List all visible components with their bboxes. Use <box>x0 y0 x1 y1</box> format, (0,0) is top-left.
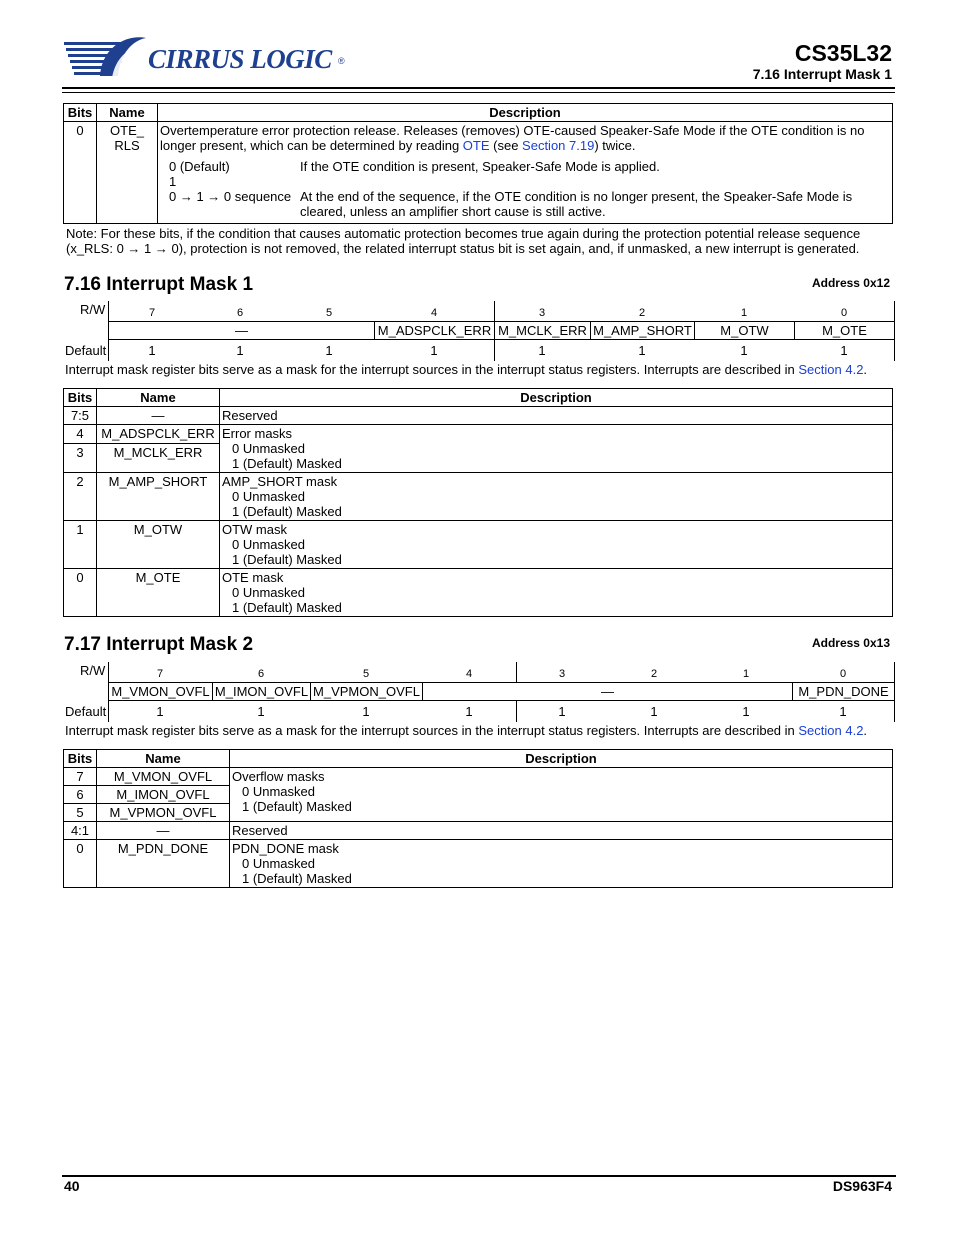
default-value: 1 <box>430 343 438 358</box>
bit-number: 1 <box>742 668 750 680</box>
bits-cell: 6 <box>64 786 97 804</box>
register-diagram-mask2 <box>62 662 895 722</box>
link-ote[interactable]: OTE <box>462 138 490 153</box>
mask2-intro <box>65 723 895 738</box>
col-description: Description <box>230 750 893 768</box>
name-line: OTE_ <box>110 123 144 138</box>
table-row <box>64 822 893 840</box>
field-m-imon-ovfl: M_IMON_OVFL <box>212 682 311 701</box>
default-value: 1 <box>325 343 333 358</box>
option-key: 0 → 1 → 0 sequence <box>169 189 292 204</box>
option-unmasked: 0 Unmasked <box>242 784 315 799</box>
default-value: 1 <box>840 343 848 358</box>
option-key: 1 <box>169 174 177 189</box>
description-cell <box>220 425 893 473</box>
field-m-adspclk-err: M_ADSPCLK_ERR <box>374 321 495 340</box>
table-row <box>64 122 893 224</box>
header-rule-thin <box>62 92 895 93</box>
table-row <box>64 473 893 521</box>
description-cell: Reserved <box>220 407 893 425</box>
bits-cell: 1 <box>64 521 97 569</box>
bit-number: 2 <box>638 307 646 319</box>
page-number: 40 <box>64 1178 80 1194</box>
description-cell <box>230 768 893 822</box>
field-m-amp-short: M_AMP_SHORT <box>590 321 695 340</box>
default-value: 1 <box>538 343 546 358</box>
option-key: 0 (Default) <box>169 159 230 174</box>
bit-number: 0 <box>840 307 848 319</box>
rw-label: R/W <box>80 302 106 317</box>
name-cell <box>97 122 158 224</box>
name-cell: — <box>97 822 230 840</box>
bit-number: 2 <box>650 668 658 680</box>
name-line: RLS <box>114 138 140 153</box>
section-title-mask1: 7.16 Interrupt Mask 1 <box>64 274 254 295</box>
bit-number: 6 <box>236 307 244 319</box>
footer-rule <box>62 1175 896 1177</box>
desc-text: Overtemperature error protection release. Releases (removes) OTE-caused Speaker-Safe Mode if the OTE condition is no longer present, which can be determined by reading <box>160 123 865 153</box>
bits-cell: 7 <box>64 768 97 786</box>
table-row <box>64 425 893 444</box>
mask1-bit-table <box>63 388 893 617</box>
bit-number: 4 <box>465 668 473 680</box>
bit-number: 4 <box>430 307 438 319</box>
col-bits: Bits <box>64 104 97 122</box>
intro-text: Interrupt mask register bits serve as a mask for the interrupt sources in the interrupt status registers. Interrupts are described in <box>65 362 799 377</box>
bit-number: 6 <box>257 668 265 680</box>
option-row <box>160 189 890 219</box>
desc-title: AMP_SHORT mask <box>222 474 338 489</box>
description-cell: Reserved <box>230 822 893 840</box>
col-description: Description <box>220 389 893 407</box>
default-value: 1 <box>638 343 646 358</box>
header-section-title: 7.16 Interrupt Mask 1 <box>752 66 892 82</box>
name-cell: M_VMON_OVFL <box>97 768 230 786</box>
bit-number: 5 <box>325 307 333 319</box>
desc-title: Error masks <box>222 426 293 441</box>
field-reserved: — <box>422 682 793 701</box>
bit-number: 7 <box>156 668 164 680</box>
default-value: 1 <box>650 704 658 719</box>
desc-title: OTW mask <box>222 522 287 537</box>
col-description: Description <box>158 104 893 122</box>
chip-name: CS35L32 <box>794 40 892 66</box>
register-diagram-mask1 <box>62 301 895 361</box>
option-unmasked: 0 Unmasked <box>242 856 315 871</box>
field-m-vpmon-ovfl: M_VPMON_OVFL <box>310 682 423 701</box>
cirrus-logic-logo <box>62 32 352 84</box>
bits-cell: 4:1 <box>64 822 97 840</box>
description-cell <box>230 840 893 888</box>
intro-text: . <box>863 362 868 377</box>
table-header-row <box>64 104 893 122</box>
table-row <box>64 840 893 888</box>
link-section-4-2[interactable]: Section 4.2 <box>798 362 864 377</box>
field-m-mclk-err: M_MCLK_ERR <box>494 321 591 340</box>
bits-cell: 4 <box>64 425 97 444</box>
bit-number: 0 <box>839 668 847 680</box>
bits-cell: 2 <box>64 473 97 521</box>
bits-cell: 0 <box>64 122 97 224</box>
desc-title: PDN_DONE mask <box>232 841 339 856</box>
default-value: 1 <box>742 704 750 719</box>
desc-text: (see <box>489 138 523 153</box>
ote-rls-table <box>63 103 893 224</box>
option-unmasked: 0 Unmasked <box>232 585 305 600</box>
option-masked: 1 (Default) Masked <box>242 799 352 814</box>
address-mask1: Address 0x12 <box>811 276 890 290</box>
default-value: 1 <box>257 704 265 719</box>
default-value: 1 <box>740 343 748 358</box>
table-row <box>64 569 893 617</box>
default-value: 1 <box>148 343 156 358</box>
name-cell: M_OTW <box>97 521 220 569</box>
table-row <box>64 768 893 786</box>
col-bits: Bits <box>64 750 97 768</box>
option-masked: 1 (Default) Masked <box>242 871 352 886</box>
default-label: Default <box>65 704 107 719</box>
name-cell: — <box>97 407 220 425</box>
name-cell: M_IMON_OVFL <box>97 786 230 804</box>
bit-number: 3 <box>538 307 546 319</box>
default-value: 1 <box>236 343 244 358</box>
option-masked: 1 (Default) Masked <box>232 504 342 519</box>
field-m-pdn-done: M_PDN_DONE <box>792 682 895 701</box>
option-unmasked: 0 Unmasked <box>232 489 305 504</box>
option-row <box>160 174 890 189</box>
name-cell: M_MCLK_ERR <box>97 444 220 473</box>
description-cell <box>158 122 893 224</box>
intro-text: . <box>863 723 868 738</box>
name-cell: M_ADSPCLK_ERR <box>97 425 220 444</box>
trademark-symbol: ® <box>338 56 345 66</box>
table-row <box>64 407 893 425</box>
name-cell: M_VPMON_OVFL <box>97 804 230 822</box>
bit-number: 5 <box>362 668 370 680</box>
desc-title: OTE mask <box>222 570 284 585</box>
option-value: At the end of the sequence, if the OTE condition is no longer present, the Speaker-Safe Mode is cleared, unless an amplifier short cause is still active. <box>300 189 853 219</box>
bit-number: 7 <box>148 307 156 319</box>
default-value: 1 <box>465 704 473 719</box>
bits-cell: 7:5 <box>64 407 97 425</box>
brand-wordmark: CIRRUS LOGIC <box>148 44 332 74</box>
bit-number: 1 <box>740 307 748 319</box>
bits-cell: 3 <box>64 444 97 473</box>
rw-label: R/W <box>80 663 106 678</box>
description-cell <box>220 473 893 521</box>
field-reserved: — <box>108 321 375 340</box>
bits-cell: 0 <box>64 840 97 888</box>
table-header-row <box>64 389 893 407</box>
option-value: If the OTE condition is present, Speaker-Safe Mode is applied. <box>300 159 660 174</box>
header-rule <box>62 87 895 89</box>
table-header-row <box>64 750 893 768</box>
col-name: Name <box>97 104 158 122</box>
link-section-4-2[interactable]: Section 4.2 <box>798 723 864 738</box>
col-name: Name <box>97 750 230 768</box>
release-note: Note: For these bits, if the condition that causes automatic protection becomes true again during the protection potential release sequence (x_RLS: 0 → 1 → 0), protection is not removed, the related interrupt status bit is set again, and, if unmasked, a new interrupt is generated. <box>66 226 861 256</box>
bit-number: 3 <box>558 668 566 680</box>
default-value: 1 <box>558 704 566 719</box>
intro-text: Interrupt mask register bits serve as a mask for the interrupt sources in the interrupt status registers. Interrupts are described in <box>65 723 799 738</box>
bits-cell: 0 <box>64 569 97 617</box>
option-masked: 1 (Default) Masked <box>232 600 342 615</box>
field-m-otw: M_OTW <box>694 321 795 340</box>
name-cell: M_AMP_SHORT <box>97 473 220 521</box>
description-text <box>160 123 890 153</box>
col-bits: Bits <box>64 389 97 407</box>
option-unmasked: 0 Unmasked <box>232 441 305 456</box>
bits-cell: 5 <box>64 804 97 822</box>
name-cell: M_OTE <box>97 569 220 617</box>
default-value: 1 <box>362 704 370 719</box>
description-cell <box>220 521 893 569</box>
default-value: 1 <box>839 704 847 719</box>
section-title-mask2: 7.17 Interrupt Mask 2 <box>64 634 254 655</box>
col-name: Name <box>97 389 220 407</box>
field-m-ote: M_OTE <box>794 321 895 340</box>
default-label: Default <box>65 343 107 358</box>
document-id: DS963F4 <box>832 1178 892 1194</box>
mask2-bit-table <box>63 749 893 888</box>
table-row <box>64 521 893 569</box>
link-section-7-19[interactable]: Section 7.19 <box>522 138 595 153</box>
field-m-vmon-ovfl: M_VMON_OVFL <box>108 682 213 701</box>
default-value: 1 <box>156 704 164 719</box>
desc-text: ) twice. <box>594 138 636 153</box>
option-unmasked: 0 Unmasked <box>232 537 305 552</box>
option-row <box>160 159 890 174</box>
address-mask2: Address 0x13 <box>811 636 890 650</box>
option-masked: 1 (Default) Masked <box>232 456 342 471</box>
option-masked: 1 (Default) Masked <box>232 552 342 567</box>
name-cell: M_PDN_DONE <box>97 840 230 888</box>
mask1-intro <box>65 362 895 377</box>
desc-title: Overflow masks <box>232 769 325 784</box>
description-cell <box>220 569 893 617</box>
